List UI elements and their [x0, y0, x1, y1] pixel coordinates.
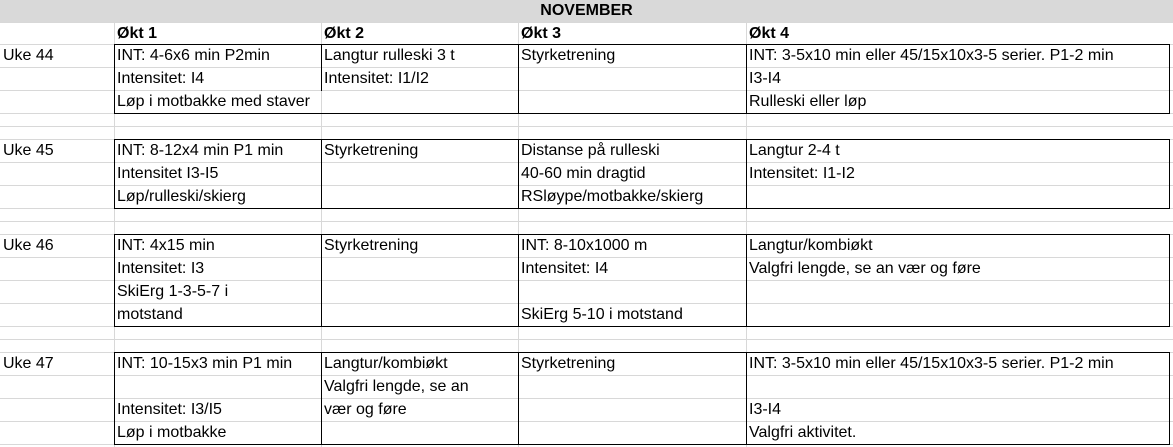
session-cell: INT: 10-15x3 min P1 min	[117, 355, 293, 372]
session-cell: Rulleski eller løp	[749, 93, 867, 110]
week-label: Uke 47	[3, 355, 54, 372]
session-cell: Distanse på rulleski	[521, 142, 660, 159]
session-cell: Intensitet: I4	[117, 70, 205, 87]
column-header-okt-3: Økt 3	[521, 25, 562, 42]
session-cell: Løp/rulleski/skierg	[117, 188, 246, 205]
column-header-okt-2: Økt 2	[324, 25, 365, 42]
session-cell: Intensitet: I4	[521, 260, 609, 277]
session-cell: Valgfri aktivitet.	[749, 424, 857, 441]
session-cell: SkiErg 5-10 i motstand	[521, 306, 683, 323]
session-cell: RSløype/motbakke/skierg	[521, 188, 704, 205]
session-cell: Styrketrening	[521, 47, 616, 64]
session-cell: Intensitet: I1-I2	[749, 165, 855, 182]
session-cell-merged: Løp i motbakke med staver	[117, 93, 310, 110]
session-cell: Løp i motbakke	[117, 424, 227, 441]
session-cell: Intensitet I3-I5	[117, 165, 219, 182]
session-cell: INT: 8-10x1000 m	[521, 237, 648, 254]
session-cell: I3-I4	[749, 401, 782, 418]
session-cell: Styrketrening	[324, 237, 419, 254]
session-cell: Intensitet: I1/I2	[324, 70, 429, 87]
session-cell: Styrketrening	[324, 142, 419, 159]
month-title: NOVEMBER	[540, 2, 633, 19]
week-label: Uke 45	[3, 142, 54, 159]
session-cell: Styrketrening	[521, 355, 616, 372]
session-cell: I3-I4	[749, 70, 782, 87]
session-cell: Langtur rulleski 3 t	[324, 47, 455, 64]
session-cell: INT: 8-12x4 min P1 min	[117, 142, 284, 159]
week-label: Uke 46	[3, 237, 54, 254]
session-cell: Langtur/kombiøkt	[749, 237, 873, 254]
session-cell: INT: 3-5x10 min eller 45/15x10x3-5 serier. P1-2 min	[749, 355, 1114, 372]
column-header-okt-4: Økt 4	[749, 25, 790, 42]
session-cell: Langtur/kombiøkt	[324, 355, 448, 372]
session-cell: motstand	[117, 306, 183, 323]
session-cell: INT: 4x15 min	[117, 237, 215, 254]
session-cell: Langtur 2-4 t	[749, 142, 840, 159]
session-cell: SkiErg 1-3-5-7 i	[117, 283, 229, 300]
session-cell: Valgfri lengde, se an vær og føre	[749, 260, 981, 277]
column-header-okt-1: Økt 1	[117, 25, 158, 42]
session-cell: 40-60 min dragtid	[521, 165, 646, 182]
session-cell: vær og føre	[324, 401, 407, 418]
week-label: Uke 44	[3, 47, 54, 64]
session-cell: INT: 3-5x10 min eller 45/15x10x3-5 serier. P1-2 min	[749, 47, 1114, 64]
session-cell: Valgfri lengde, se an	[324, 378, 469, 395]
session-cell: Intensitet: I3	[117, 260, 205, 277]
session-cell: INT: 4-6x6 min P2min	[117, 47, 270, 64]
session-cell: Intensitet: I3/I5	[117, 401, 222, 418]
